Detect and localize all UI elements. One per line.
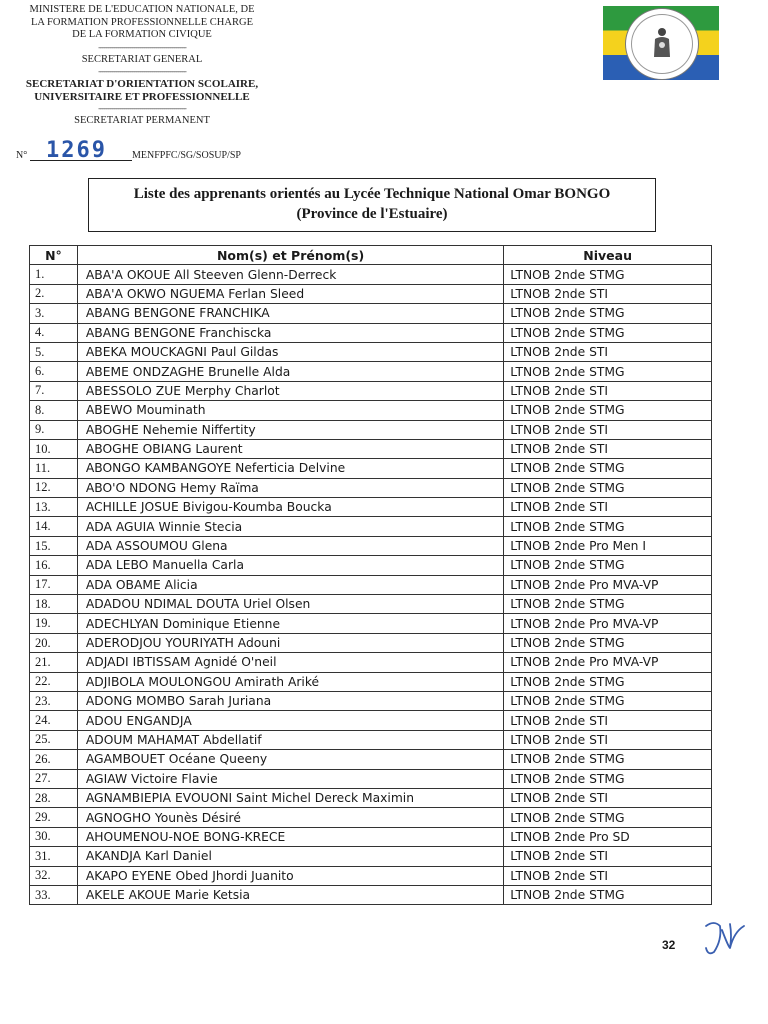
row-number: 2. xyxy=(30,284,78,303)
student-name: ADADOU NDIMAL DOUTA Uriel Olsen xyxy=(77,595,503,614)
student-name: ADERODJOU YOURIYATH Adouni xyxy=(77,633,503,652)
student-level: LTNOB 2nde STI xyxy=(504,420,712,439)
table-row xyxy=(30,672,712,691)
table-row xyxy=(30,653,712,672)
student-level: LTNOB 2nde STI xyxy=(504,284,712,303)
table-header-row xyxy=(30,246,712,265)
student-name: ADA OBAME Alicia xyxy=(77,575,503,594)
student-name: ABANG BENGONE Franchiscka xyxy=(77,323,503,342)
student-level: LTNOB 2nde STMG xyxy=(504,401,712,420)
table-row xyxy=(30,381,712,400)
table-row xyxy=(30,304,712,323)
table-row xyxy=(30,769,712,788)
student-level: LTNOB 2nde STI xyxy=(504,866,712,885)
row-number: 29. xyxy=(30,808,78,827)
column-header-level: Niveau xyxy=(504,246,712,265)
row-number: 9. xyxy=(30,420,78,439)
student-name: ADJIBOLA MOULONGOU Amirath Ariké xyxy=(77,672,503,691)
row-number: 28. xyxy=(30,788,78,807)
table-row xyxy=(30,284,712,303)
row-number: 12. xyxy=(30,478,78,497)
table-row xyxy=(30,847,712,866)
row-number: 25. xyxy=(30,730,78,749)
row-number: 26. xyxy=(30,750,78,769)
student-level: LTNOB 2nde Pro Men I xyxy=(504,536,712,555)
table-row xyxy=(30,595,712,614)
student-name: AKANDJA Karl Daniel xyxy=(77,847,503,866)
student-level: LTNOB 2nde STI xyxy=(504,439,712,458)
table-row xyxy=(30,575,712,594)
ministry-line: MINISTERE DE L'EDUCATION NATIONALE, DE xyxy=(29,4,255,15)
student-level: LTNOB 2nde STMG xyxy=(504,478,712,497)
student-name: ABESSOLO ZUE Merphy Charlot xyxy=(77,381,503,400)
row-number: 31. xyxy=(30,847,78,866)
table-row xyxy=(30,401,712,420)
student-name: ABEME ONDZAGHE Brunelle Alda xyxy=(77,362,503,381)
seal-figure-icon xyxy=(650,25,674,61)
row-number: 7. xyxy=(30,381,78,400)
list-title: Liste des apprenants orientés au Lycée Technique National Omar BONGO xyxy=(133,186,611,202)
table-row xyxy=(30,498,712,517)
row-number: 13. xyxy=(30,498,78,517)
table-row xyxy=(30,827,712,846)
student-level: LTNOB 2nde STMG xyxy=(504,691,712,710)
student-level: LTNOB 2nde STMG xyxy=(504,672,712,691)
student-name: ABOGHE Nehemie Niffertity xyxy=(77,420,503,439)
table-row xyxy=(30,420,712,439)
student-name: ABEWO Mouminath xyxy=(77,401,503,420)
row-number: 27. xyxy=(30,769,78,788)
page-number: 32 xyxy=(662,938,676,952)
student-name: AKELE AKOUE Marie Ketsia xyxy=(77,885,503,904)
student-level: LTNOB 2nde STMG xyxy=(504,633,712,652)
row-number: 23. xyxy=(30,691,78,710)
row-number: 4. xyxy=(30,323,78,342)
student-name: ABO'O NDONG Hemy Raïma xyxy=(77,478,503,497)
column-header-name: Nom(s) et Prénom(s) xyxy=(77,246,503,265)
row-number: 33. xyxy=(30,885,78,904)
row-number: 8. xyxy=(30,401,78,420)
gabon-emblem xyxy=(603,6,719,80)
table-row xyxy=(30,517,712,536)
student-level: LTNOB 2nde STMG xyxy=(504,556,712,575)
row-number: 14. xyxy=(30,517,78,536)
row-number: 24. xyxy=(30,711,78,730)
student-level: LTNOB 2nde STMG xyxy=(504,750,712,769)
student-level: LTNOB 2nde STI xyxy=(504,381,712,400)
row-number: 22. xyxy=(30,672,78,691)
student-name: ABONGO KAMBANGOYE Neferticia Delvine xyxy=(77,459,503,478)
separator: -------------------------------------------- xyxy=(98,66,186,76)
student-level: LTNOB 2nde STMG xyxy=(504,885,712,904)
row-number: 5. xyxy=(30,342,78,361)
table-row xyxy=(30,362,712,381)
student-name: ADA ASSOUMOU Glena xyxy=(77,536,503,555)
student-name: AGNOGHO Younès Désiré xyxy=(77,808,503,827)
student-name: ADECHLYAN Dominique Etienne xyxy=(77,614,503,633)
row-number: 1. xyxy=(30,265,78,284)
table-row xyxy=(30,750,712,769)
ministry-line: DE LA FORMATION CIVIQUE xyxy=(72,29,212,40)
row-number: 32. xyxy=(30,866,78,885)
permanent-secretariat: SECRETARIAT PERMANENT xyxy=(74,115,210,126)
student-name: ADJADI IBTISSAM Agnidé O'neil xyxy=(77,653,503,672)
student-level: LTNOB 2nde STI xyxy=(504,730,712,749)
student-level: LTNOB 2nde STI xyxy=(504,788,712,807)
row-number: 21. xyxy=(30,653,78,672)
student-level: LTNOB 2nde STI xyxy=(504,847,712,866)
row-number: 20. xyxy=(30,633,78,652)
row-number: 10. xyxy=(30,439,78,458)
student-level: LTNOB 2nde Pro MVA-VP xyxy=(504,653,712,672)
row-number: 3. xyxy=(30,304,78,323)
student-level: LTNOB 2nde STMG xyxy=(504,304,712,323)
table-row xyxy=(30,459,712,478)
table-row xyxy=(30,265,712,284)
separator: -------------------------------------------- xyxy=(98,41,186,52)
table-row xyxy=(30,730,712,749)
number-stamp: 1269 xyxy=(46,138,107,163)
student-level: LTNOB 2nde STMG xyxy=(504,265,712,284)
table-row xyxy=(30,614,712,633)
student-name: ACHILLE JOSUE Bivigou-Koumba Boucka xyxy=(77,498,503,517)
student-level: LTNOB 2nde STI xyxy=(504,342,712,361)
general-secretariat: SECRETARIAT GENERAL xyxy=(81,53,203,65)
student-level: LTNOB 2nde STMG xyxy=(504,517,712,536)
student-level: LTNOB 2nde Pro MVA-VP xyxy=(504,614,712,633)
orientation-line: SECRETARIAT D'ORIENTATION SCOLAIRE, xyxy=(25,78,259,90)
student-name: ABA'A OKOUE All Steeven Glenn-Derreck xyxy=(77,265,503,284)
table-row xyxy=(30,866,712,885)
student-name: ABANG BENGONE FRANCHIKA xyxy=(77,304,503,323)
student-name: ADA AGUIA Winnie Stecia xyxy=(77,517,503,536)
student-level: LTNOB 2nde STMG xyxy=(504,362,712,381)
table-row xyxy=(30,536,712,555)
student-name: ABEKA MOUCKAGNI Paul Gildas xyxy=(77,342,503,361)
student-level: LTNOB 2nde STMG xyxy=(504,459,712,478)
student-name: AGIAW Victoire Flavie xyxy=(77,769,503,788)
table-row xyxy=(30,808,712,827)
student-name: AKAPO EYENE Obed Jhordi Juanito xyxy=(77,866,503,885)
table-row xyxy=(30,633,712,652)
row-number: 11. xyxy=(30,459,78,478)
student-name: ADA LEBO Manuella Carla xyxy=(77,556,503,575)
column-header-number: N° xyxy=(30,246,78,265)
table-row xyxy=(30,885,712,904)
student-name: AGAMBOUET Océane Queeny xyxy=(77,750,503,769)
republic-seal-icon xyxy=(625,8,699,80)
separator: -------------------------------------------- xyxy=(98,103,186,113)
student-level: LTNOB 2nde STMG xyxy=(504,769,712,788)
list-title-box xyxy=(88,178,656,232)
number-label: N° xyxy=(16,150,28,161)
student-name: ADONG MOMBO Sarah Juriana xyxy=(77,691,503,710)
list-subtitle: (Province de l'Estuaire) xyxy=(296,206,448,222)
table-row xyxy=(30,711,712,730)
student-level: LTNOB 2nde STI xyxy=(504,711,712,730)
student-name: ADOUM MAHAMAT Abdellatif xyxy=(77,730,503,749)
table-row xyxy=(30,788,712,807)
student-level: LTNOB 2nde STMG xyxy=(504,595,712,614)
student-level: LTNOB 2nde STMG xyxy=(504,808,712,827)
row-number: 16. xyxy=(30,556,78,575)
student-name: AGNAMBIEPIA EVOUONI Saint Michel Dereck Maximin xyxy=(77,788,503,807)
table-row xyxy=(30,342,712,361)
student-level: LTNOB 2nde STI xyxy=(504,498,712,517)
student-level: LTNOB 2nde STMG xyxy=(504,323,712,342)
reference-code: MENFPFC/SG/SOSUP/SP xyxy=(132,150,241,161)
student-level: LTNOB 2nde Pro SD xyxy=(504,827,712,846)
row-number: 18. xyxy=(30,595,78,614)
table-row xyxy=(30,478,712,497)
row-number: 30. xyxy=(30,827,78,846)
row-number: 19. xyxy=(30,614,78,633)
student-name: ADOU ENGANDJA xyxy=(77,711,503,730)
ministry-header xyxy=(4,4,280,128)
row-number: 17. xyxy=(30,575,78,594)
student-name: ABOGHE OBIANG Laurent xyxy=(77,439,503,458)
orientation-line: UNIVERSITAIRE ET PROFESSIONNELLE xyxy=(34,90,250,103)
table-row xyxy=(30,556,712,575)
ministry-line: LA FORMATION PROFESSIONNELLE CHARGE xyxy=(31,16,253,28)
row-number: 15. xyxy=(30,536,78,555)
student-name: ABA'A OKWO NGUEMA Ferlan Sleed xyxy=(77,284,503,303)
student-list-table xyxy=(29,245,712,905)
row-number: 6. xyxy=(30,362,78,381)
student-level: LTNOB 2nde Pro MVA-VP xyxy=(504,575,712,594)
handwritten-paraph xyxy=(700,918,748,958)
table-row xyxy=(30,439,712,458)
table-row xyxy=(30,323,712,342)
student-name: AHOUMENOU-NOE BONG-KRECE xyxy=(77,827,503,846)
table-row xyxy=(30,691,712,710)
